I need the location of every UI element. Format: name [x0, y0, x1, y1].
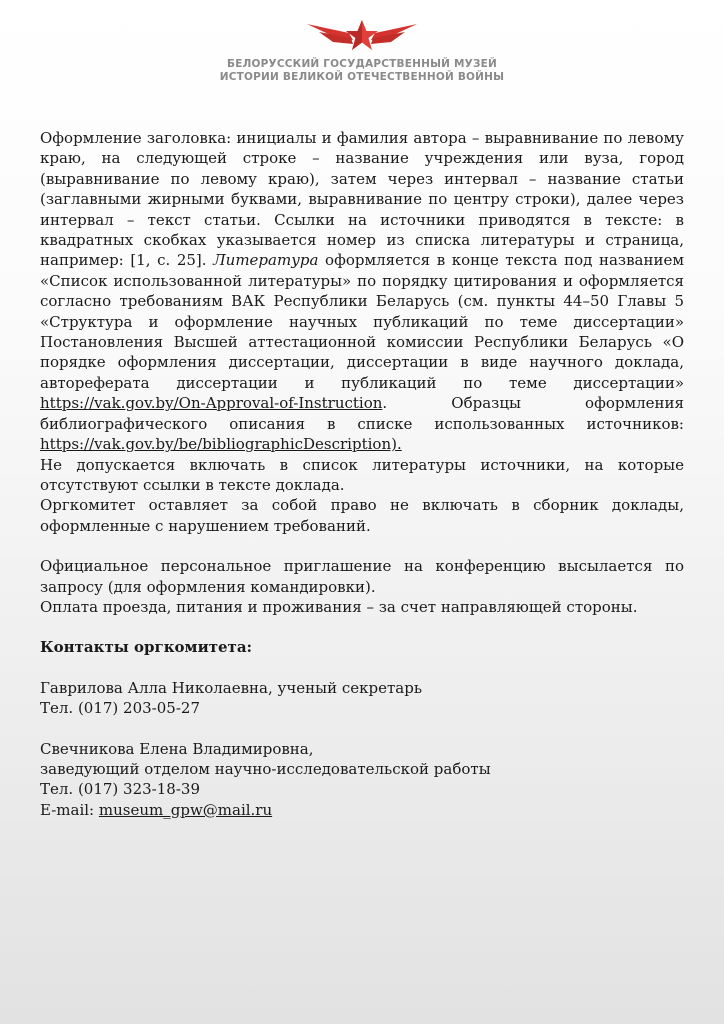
- document-body: [40, 128, 684, 820]
- contact-2-phone: Тел. (017) 323-18-39: [40, 780, 200, 799]
- email-link[interactable]: museum_gpw@mail.ru: [98, 800, 273, 819]
- vak-bibliography-link[interactable]: https://vak.gov.by/be/bibliographicDescription).: [40, 435, 402, 454]
- expenses-paragraph: Оплата проезда, питания и проживания – за счет направляющей стороны.: [40, 597, 638, 616]
- page-header: [0, 18, 724, 84]
- contact-2-position: заведующий отделом научно-исследовательской работы: [40, 759, 491, 778]
- vak-instruction-link[interactable]: https://vak.gov.by/On-Approval-of-Instruction: [40, 394, 383, 413]
- rules-text-2: оформляется в конце текста под названием «Список использованной литературы» по порядку цитирования и оформляется согласно требованиям ВАК Республики Беларусь (см. пункты 44–50 Главы 5 «Структура и оформление научных публикаций по теме диссертации» Постановления Высшей аттестационной комиссии Республики Беларусь «О порядке оформления диссертации, диссертации в виде научного доклада, автореферата диссертации и публикаций по теме диссертации»: [40, 251, 684, 392]
- contacts-heading: Контакты оргкомитета:: [40, 638, 253, 657]
- invitation-paragraph: Официальное персональное приглашение на конференцию высылается по запросу (для оформления командировки).: [40, 557, 684, 596]
- museum-name-line2: ИСТОРИИ ВЕЛИКОЙ ОТЕЧЕСТВЕННОЙ ВОЙНЫ: [219, 71, 505, 83]
- rules-text-3: . Образцы оформления библиографического описания в списке использованных источников:: [40, 394, 684, 433]
- contact-1-phone: Тел. (017) 203-05-27: [40, 699, 200, 718]
- email-label: E-mail:: [40, 800, 99, 819]
- museum-name: [0, 58, 724, 84]
- contact-1-name: Гаврилова Алла Николаевна, ученый секретарь: [40, 678, 422, 697]
- formatting-rules-paragraph: [40, 128, 684, 455]
- rules-italic-literature: Литература: [213, 251, 319, 270]
- contact-email-line: [40, 800, 684, 820]
- contact-2-name: Свечникова Елена Владимировна,: [40, 739, 314, 758]
- red-star-wings-icon: [297, 18, 427, 54]
- committee-rights-paragraph: Оргкомитет оставляет за собой право не включать в сборник доклады, оформленные с нарушением требований.: [40, 496, 684, 535]
- museum-name-line1: БЕЛОРУССКИЙ ГОСУДАРСТВЕННЫЙ МУЗЕЙ: [227, 58, 497, 70]
- rules-text-1: Оформление заголовка: инициалы и фамилия автора – выравнивание по левому краю, на следующей строке – название учреждения или вуза, город (выравнивание по левому краю), затем через интервал – название статьи (заглавными жирными буквами, выравнивание по центру строки), далее через интервал – текст статьи. Ссылки на источники приводятся в тексте: в квадратных скобках указывается номер из списка литературы и страница, например: [1, с. 25].: [40, 129, 684, 270]
- no-uncited-sources-paragraph: Не допускается включать в список литературы источники, на которые отсутствуют ссылки в тексте доклада.: [40, 455, 684, 494]
